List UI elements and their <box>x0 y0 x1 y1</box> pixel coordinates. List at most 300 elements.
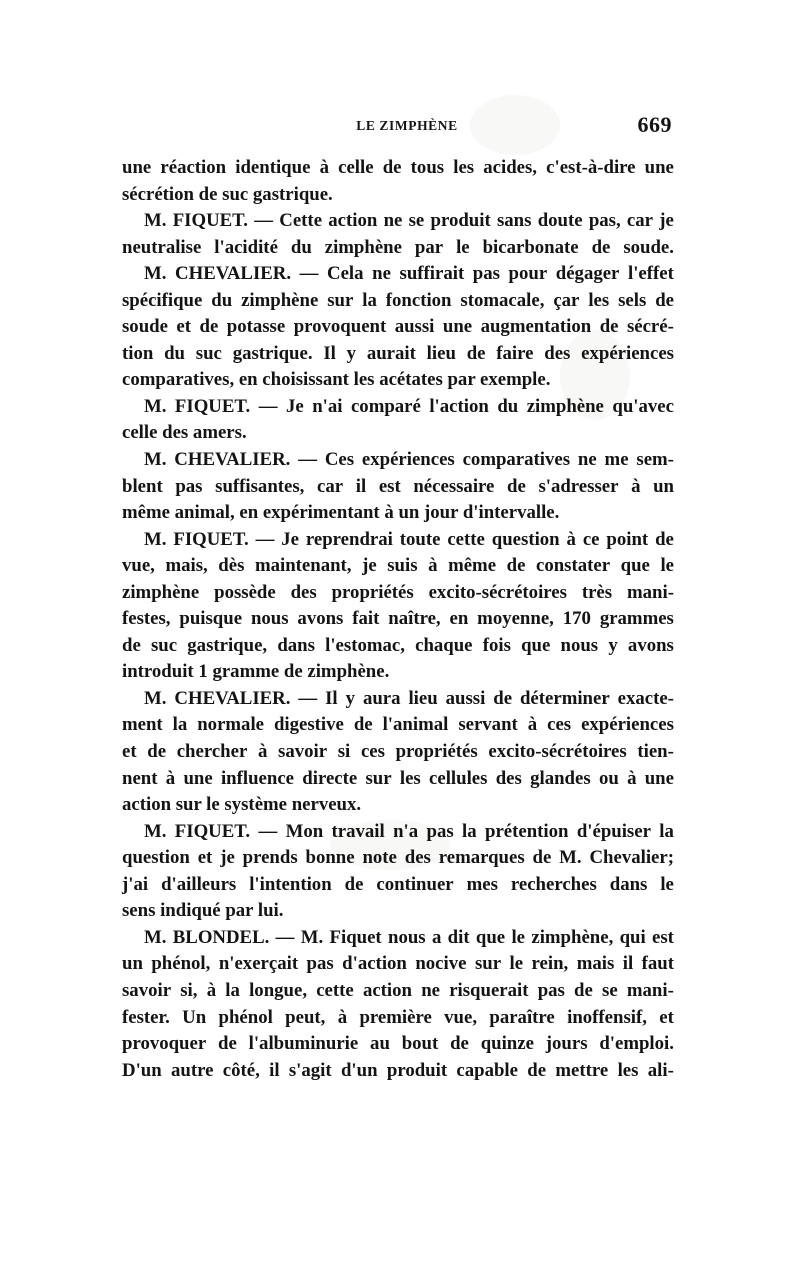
text-line <box>122 739 674 766</box>
word: suffirait <box>399 263 465 285</box>
word: Mon <box>285 820 324 842</box>
running-title: LE ZIMPHÈNE <box>356 118 458 133</box>
speaker-name: FIQUET. <box>173 528 249 550</box>
word: question <box>491 528 560 550</box>
word: sécrétion de suc gastrique. <box>122 183 333 205</box>
text-line <box>122 288 674 315</box>
word: mettre <box>555 1059 609 1081</box>
word: directe <box>302 767 358 789</box>
word: constater <box>535 555 611 577</box>
word: à <box>527 714 538 736</box>
word: du <box>164 342 185 364</box>
word: il <box>269 1059 280 1081</box>
word: de <box>506 555 526 577</box>
word: Il <box>323 342 336 364</box>
word: 170 <box>562 608 591 630</box>
word: comparatives, en choisissant les acétates par exemple. <box>122 369 551 391</box>
word: chercher <box>176 741 248 763</box>
word: des <box>544 342 571 364</box>
word: recherches <box>510 873 597 895</box>
word: de <box>344 873 364 895</box>
word: ne <box>372 263 391 285</box>
word: le <box>511 926 526 948</box>
word: je <box>659 210 674 232</box>
word: zimphène <box>526 395 604 417</box>
word: pas <box>537 979 565 1001</box>
word: fois <box>482 634 511 656</box>
word: de <box>574 979 593 1001</box>
word: sens indiqué par lui. <box>122 900 284 922</box>
word: ment <box>122 714 163 736</box>
word: de <box>353 714 373 736</box>
word: zimphène, <box>531 926 614 948</box>
text-line <box>122 898 674 925</box>
word: zimphène <box>324 236 402 258</box>
word: si, <box>180 979 198 1001</box>
word: de <box>382 157 402 178</box>
word: s'adresser <box>538 475 619 497</box>
word: de <box>493 687 513 709</box>
text-line <box>122 925 674 952</box>
word: D'un <box>122 1059 162 1081</box>
word: fester. <box>122 1006 170 1028</box>
word: mais, <box>165 555 208 577</box>
word: de <box>527 1059 547 1081</box>
word: la <box>659 820 674 842</box>
word: vue, <box>122 555 155 577</box>
word: et <box>122 741 137 763</box>
word: la <box>172 714 188 736</box>
word: à <box>319 157 329 178</box>
text-line <box>122 527 674 554</box>
word: il <box>622 953 634 975</box>
speaker-name: FIQUET. <box>174 395 251 417</box>
word: sur <box>474 953 502 975</box>
word: le <box>660 555 674 577</box>
word: j'ai <box>122 873 149 895</box>
word: les <box>399 767 421 789</box>
word: n'ai <box>312 395 343 417</box>
word: la <box>225 979 240 1001</box>
word: n'a <box>393 820 419 842</box>
word: comparatives <box>462 449 571 471</box>
word: — <box>299 263 319 285</box>
word: maintenant, <box>254 555 352 577</box>
word: en <box>449 608 469 630</box>
word: augmentation <box>480 316 592 338</box>
word: Cela <box>327 263 364 285</box>
word: du <box>211 289 233 311</box>
word: fonction <box>385 289 452 311</box>
word: à <box>566 528 576 550</box>
word: M. <box>144 687 167 709</box>
word: pour <box>508 263 548 285</box>
word: possède <box>214 581 276 603</box>
word: cette <box>316 979 354 1001</box>
word: est <box>378 475 401 497</box>
word: dit <box>447 926 470 948</box>
word: festes, <box>122 608 171 630</box>
word: d'un <box>340 1059 378 1081</box>
text-body <box>122 155 674 1084</box>
word: très <box>581 581 613 603</box>
word: ces <box>547 714 572 736</box>
word: aurait <box>366 342 416 364</box>
word: M. <box>144 528 167 550</box>
word: potasse <box>226 316 286 338</box>
word: propriétés <box>395 741 478 763</box>
word: longue, <box>249 979 308 1001</box>
word: dans <box>277 634 315 656</box>
word: pas <box>426 820 454 842</box>
word: introduit 1 gramme de zimphène. <box>122 661 390 683</box>
word: action <box>328 210 378 232</box>
word: celle <box>338 157 374 178</box>
word: de <box>655 528 674 550</box>
word: Il <box>325 687 338 709</box>
word: qu'avec <box>612 395 674 417</box>
text-line <box>122 341 674 368</box>
word: le <box>456 236 470 258</box>
word: ne <box>421 979 440 1001</box>
word: moyenne, <box>477 608 554 630</box>
word: Je <box>281 528 299 550</box>
word: inoffensif, <box>567 1006 647 1028</box>
word: Chevalier; <box>589 847 674 869</box>
text-line <box>122 208 674 235</box>
word: Fiquet <box>329 926 382 948</box>
text-line <box>122 978 674 1005</box>
word: il <box>355 475 367 497</box>
word: est <box>652 926 674 948</box>
word: de <box>591 236 611 258</box>
word: — <box>298 449 317 471</box>
text-line <box>122 819 674 846</box>
word: expériences <box>581 714 674 736</box>
word: risquerait <box>449 979 529 1001</box>
word: le <box>509 953 524 975</box>
word: servant <box>458 714 518 736</box>
word: prends <box>242 847 298 869</box>
word: s'agit <box>288 1059 332 1081</box>
word: se <box>408 210 425 232</box>
word: de <box>599 316 619 338</box>
word: mes <box>466 873 498 895</box>
word: à <box>627 767 637 789</box>
word: un <box>653 475 674 497</box>
word: mani- <box>626 979 674 1001</box>
word: suc <box>150 634 178 656</box>
word: provoquent <box>293 316 387 338</box>
word: mais <box>576 953 615 975</box>
word: Je <box>285 395 304 417</box>
text-line <box>122 500 674 527</box>
text-line <box>122 951 674 978</box>
word: et <box>197 847 213 869</box>
speaker-name: BLONDEL. <box>172 926 270 948</box>
word: action <box>362 979 412 1001</box>
word: me <box>604 449 629 471</box>
word: l'estomac, <box>325 634 405 656</box>
text-line <box>122 1058 674 1085</box>
word: pas <box>472 263 500 285</box>
word: zimphène <box>241 289 319 311</box>
word: ne <box>577 449 597 471</box>
word: M. <box>144 210 167 232</box>
word: dès <box>218 555 245 577</box>
word: paraître <box>489 1006 555 1028</box>
word: savoir <box>278 741 328 763</box>
speaker-name: CHEVALIER. <box>174 687 291 709</box>
text-line <box>122 553 674 580</box>
word: du <box>290 236 312 258</box>
word: l'intention <box>249 873 332 895</box>
word: une <box>644 157 674 178</box>
word: provoquer <box>122 1033 207 1055</box>
word: par <box>414 236 444 258</box>
word: quinze <box>480 1033 534 1055</box>
word: travail <box>331 820 385 842</box>
word: y <box>345 687 355 709</box>
word: les <box>453 157 475 178</box>
word: sur <box>365 767 392 789</box>
word: ou <box>598 767 619 789</box>
word: aussi <box>394 316 435 338</box>
word: zimphène <box>122 581 200 603</box>
word: sur <box>327 289 354 311</box>
word: bonne <box>305 847 355 869</box>
word: jours <box>545 1033 588 1055</box>
word: acides, <box>483 157 537 178</box>
word: capable <box>456 1059 518 1081</box>
page-number: 669 <box>637 112 672 137</box>
word: que <box>620 555 650 577</box>
word: se <box>602 979 618 1001</box>
text-line <box>122 474 674 501</box>
word: çar <box>553 289 580 311</box>
word: une <box>122 157 152 178</box>
word: action sur le système nerveux. <box>122 794 362 816</box>
word: des <box>290 581 317 603</box>
text-line <box>122 580 674 607</box>
word: dégager <box>555 263 620 285</box>
word: exacte- <box>617 687 674 709</box>
word: de <box>532 847 552 869</box>
word: d'ailleurs <box>161 873 237 895</box>
word: des <box>495 767 522 789</box>
word: soude. <box>623 236 674 258</box>
word: grammes <box>599 608 674 630</box>
word: nent <box>122 767 158 789</box>
word: propriétés <box>331 581 414 603</box>
word: excito-sécrétoires <box>488 741 627 763</box>
word: naître, <box>388 608 441 630</box>
word: la <box>462 820 477 842</box>
word: mani- <box>627 581 674 603</box>
text-line <box>122 1031 674 1058</box>
word: y <box>608 634 618 656</box>
word: du <box>497 395 519 417</box>
text-line <box>122 394 674 421</box>
word: pas <box>306 953 334 975</box>
word: — <box>275 926 295 948</box>
word: l'action <box>429 395 489 417</box>
word: normale <box>197 714 264 736</box>
word: de <box>507 475 526 497</box>
word: à <box>428 555 438 577</box>
word: phénol <box>218 1006 273 1028</box>
word: pas, <box>588 210 621 232</box>
word: tous <box>410 157 445 178</box>
word: phénol, <box>151 953 211 975</box>
word: de <box>218 1033 237 1055</box>
word: bout <box>401 1033 439 1055</box>
word: cellules <box>429 767 488 789</box>
word: tion <box>122 342 154 364</box>
word: M. <box>300 926 324 948</box>
word: vue, <box>444 1006 478 1028</box>
word: d'action <box>342 953 407 975</box>
word: de <box>466 342 486 364</box>
word: dans <box>609 873 648 895</box>
word: excito-sécrétoires <box>428 581 567 603</box>
running-head <box>122 110 672 140</box>
word: l'effet <box>628 263 674 285</box>
word: nous <box>560 634 599 656</box>
word: les <box>588 289 610 311</box>
word: et <box>176 316 192 338</box>
word: — <box>255 528 275 550</box>
word: influence <box>220 767 294 789</box>
word: M. <box>144 926 167 948</box>
word: doute <box>537 210 583 232</box>
text-line <box>122 1005 674 1032</box>
word: question <box>122 847 190 869</box>
word: avons <box>627 634 674 656</box>
text-line <box>122 712 674 739</box>
word: réaction <box>160 157 227 178</box>
word: fait <box>352 608 380 630</box>
word: ne <box>383 210 403 232</box>
word: ces <box>360 741 385 763</box>
word: produit <box>430 210 491 232</box>
word: première <box>359 1006 432 1028</box>
word: prétention <box>485 820 569 842</box>
word: bicarbonate <box>482 236 579 258</box>
word: expériences <box>581 342 674 364</box>
word: nécessaire <box>413 475 495 497</box>
word: nous <box>250 608 289 630</box>
word: savoir <box>122 979 172 1001</box>
word: suis <box>387 555 418 577</box>
word: glandes <box>530 767 591 789</box>
word: l'animal <box>382 714 449 736</box>
word: comparé <box>350 395 421 417</box>
word: point <box>606 528 649 550</box>
word: n'exerçait <box>218 953 299 975</box>
word: rein, <box>531 953 569 975</box>
word: produit <box>386 1059 448 1081</box>
word: spécifique <box>122 289 203 311</box>
word: je <box>362 555 377 577</box>
text-line <box>122 659 674 686</box>
word: d'emploi. <box>599 1033 674 1055</box>
word: je <box>220 847 235 869</box>
text-line <box>122 686 674 713</box>
word: déterminer <box>519 687 610 709</box>
word: une <box>442 316 473 338</box>
text-line <box>122 314 674 341</box>
text-line <box>122 872 674 899</box>
text-line <box>122 633 674 660</box>
word: expériences <box>361 449 455 471</box>
word: soude <box>122 316 168 338</box>
word: suffisantes, <box>215 475 305 497</box>
word: gastrique, <box>187 634 268 656</box>
word: qui <box>619 926 646 948</box>
word: — <box>254 210 274 232</box>
word: car <box>317 475 344 497</box>
word: identique <box>235 157 311 178</box>
word: M. <box>144 820 167 842</box>
word: y <box>346 342 357 364</box>
word: — <box>298 687 318 709</box>
word: M. <box>559 847 582 869</box>
word: car <box>626 210 653 232</box>
word: sans <box>496 210 532 232</box>
word: M. <box>144 263 167 285</box>
word: à <box>165 767 176 789</box>
word: la <box>362 289 377 311</box>
speaker-name: FIQUET. <box>174 820 251 842</box>
speaker-name: FIQUET. <box>172 210 248 232</box>
word: celle des amers. <box>122 422 247 444</box>
word: pas <box>175 475 203 497</box>
word: à <box>257 741 268 763</box>
word: Cette <box>279 210 323 232</box>
word: un <box>122 953 143 975</box>
word: faut <box>641 953 674 975</box>
word: avons <box>297 608 344 630</box>
word: continuer <box>376 873 454 895</box>
word: le <box>660 873 674 895</box>
text-line <box>122 792 674 819</box>
text-line <box>122 182 674 209</box>
word: cette <box>447 528 485 550</box>
word: de <box>122 634 141 656</box>
word: une <box>644 767 674 789</box>
word: nocive <box>415 953 467 975</box>
word: aussi <box>445 687 486 709</box>
word: digestive <box>273 714 344 736</box>
word: puisque <box>179 608 243 630</box>
text-line <box>122 447 674 474</box>
text-line <box>122 235 674 262</box>
word: M. <box>144 449 167 471</box>
text-line <box>122 261 674 288</box>
word: tien- <box>637 741 674 763</box>
word: — <box>258 395 278 417</box>
word: faire <box>496 342 534 364</box>
text-line <box>122 606 674 633</box>
text-line <box>122 420 674 447</box>
word: sem- <box>636 449 674 471</box>
word: Un <box>182 1006 207 1028</box>
speaker-name: CHEVALIER. <box>174 449 291 471</box>
word: peut, <box>285 1006 326 1028</box>
word: de <box>199 316 219 338</box>
word: ali- <box>647 1059 674 1081</box>
